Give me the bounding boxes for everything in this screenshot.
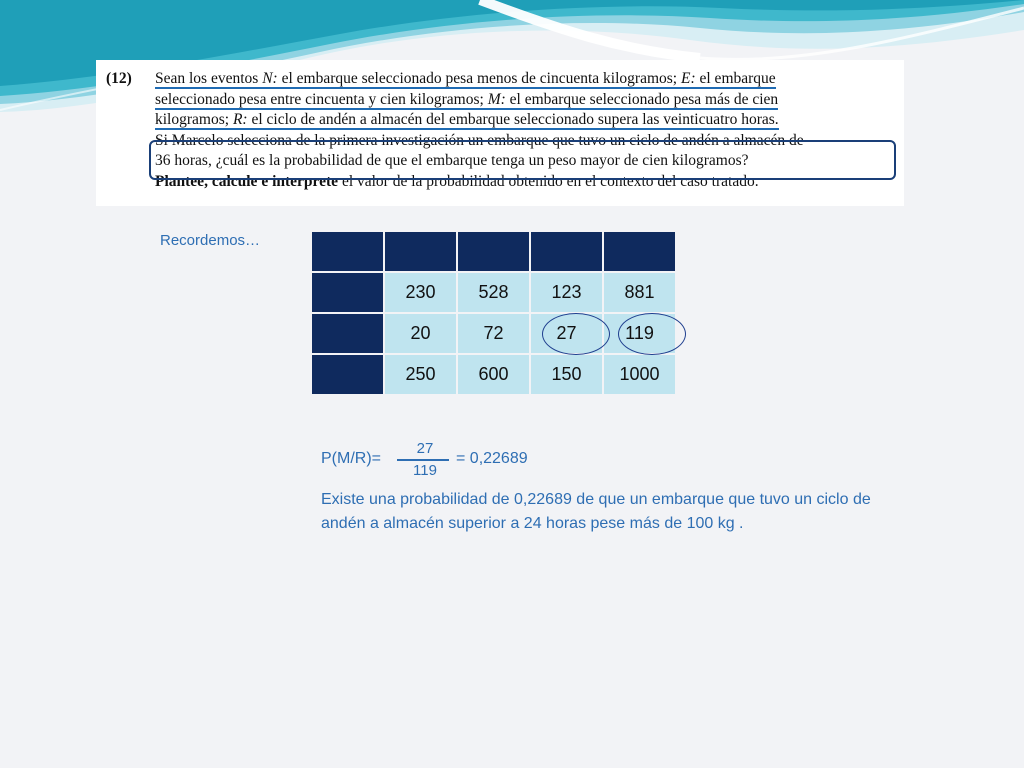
problem-line [155, 69, 897, 90]
table-cell: 230 [385, 273, 456, 312]
row-header-cell [312, 273, 383, 312]
problem-text-segment: kilogramos; [155, 111, 233, 128]
table-cell: 119 [604, 314, 675, 353]
problem-line [155, 90, 897, 111]
problem-text-segment: Sean los eventos [155, 70, 263, 87]
problem-text-segment: el valor de la probabilidad obtenido en el contexto del caso tratado. [338, 172, 759, 190]
problem-text-segment: el ciclo de andén a almacén del embarque seleccionado supera las veinticuatro horas. [247, 111, 779, 128]
header-cell [312, 232, 383, 271]
table-cell: 528 [458, 273, 529, 312]
contingency-table [310, 230, 677, 396]
table-cell: 20 [385, 314, 456, 353]
row-header-cell [312, 355, 383, 394]
formula-label: P(M/R)= [321, 450, 381, 467]
recordemos-label: Recordemos… [160, 232, 261, 249]
row-header-cell [312, 314, 383, 353]
problem-text-segment: el embarque seleccionado pesa menos de cincuenta kilogramos; [277, 70, 681, 87]
table-cell: 72 [458, 314, 529, 353]
problem-text-segment: M: [487, 90, 506, 108]
interpretation-text: Existe una probabilidad de 0,22689 de que un embarque que tuvo un ciclo de andén a almacén superior a 24 horas pese más de 100 kg . [321, 491, 871, 532]
table-cell: 1000 [604, 355, 675, 394]
problem-text-segment: 36 horas, ¿cuál es la probabilidad de que el embarque tenga un peso mayor de cien kilogramos? [155, 152, 749, 169]
fraction-bar [397, 459, 449, 461]
header-cell [604, 232, 675, 271]
table-row [312, 273, 675, 312]
header-cell [385, 232, 456, 271]
problem-text-segment: Plantee, calcule e interprete [155, 172, 339, 190]
problem-text-segment: Si Marcelo selecciona de la primera investigación un embarque que tuvo un ciclo de andén a almacén de [155, 131, 804, 149]
circle-highlight-119 [618, 313, 686, 355]
formula-denominator: 119 [413, 462, 437, 479]
table-cell: 150 [531, 355, 602, 394]
problem-line [155, 110, 897, 131]
table-cell: 250 [385, 355, 456, 394]
table-row [312, 355, 675, 394]
table-cell: 27 [531, 314, 602, 353]
circle-highlight-27 [542, 313, 610, 355]
header-cell [458, 232, 529, 271]
problem-text-segment: N: [262, 70, 278, 87]
problem-text-segment: seleccionado pesa entre cincuenta y cien kilogramos; [155, 90, 488, 108]
header-cell [531, 232, 602, 271]
formula-numerator: 27 [416, 440, 434, 457]
formula-result: = 0,22689 [456, 450, 528, 467]
problem-text-segment: el embarque [695, 70, 776, 87]
problem-statement [96, 60, 904, 206]
problem-text-segment: E: [680, 70, 696, 87]
problem-text-segment: R: [232, 111, 248, 128]
table-cell: 600 [458, 355, 529, 394]
table-cell: 881 [604, 273, 675, 312]
table-header-row [312, 232, 675, 271]
problem-text-segment: el embarque seleccionado pesa más de cien [505, 90, 779, 108]
question-highlight-box [149, 140, 896, 180]
table-cell: 123 [531, 273, 602, 312]
problem-number: (12) [106, 70, 132, 87]
